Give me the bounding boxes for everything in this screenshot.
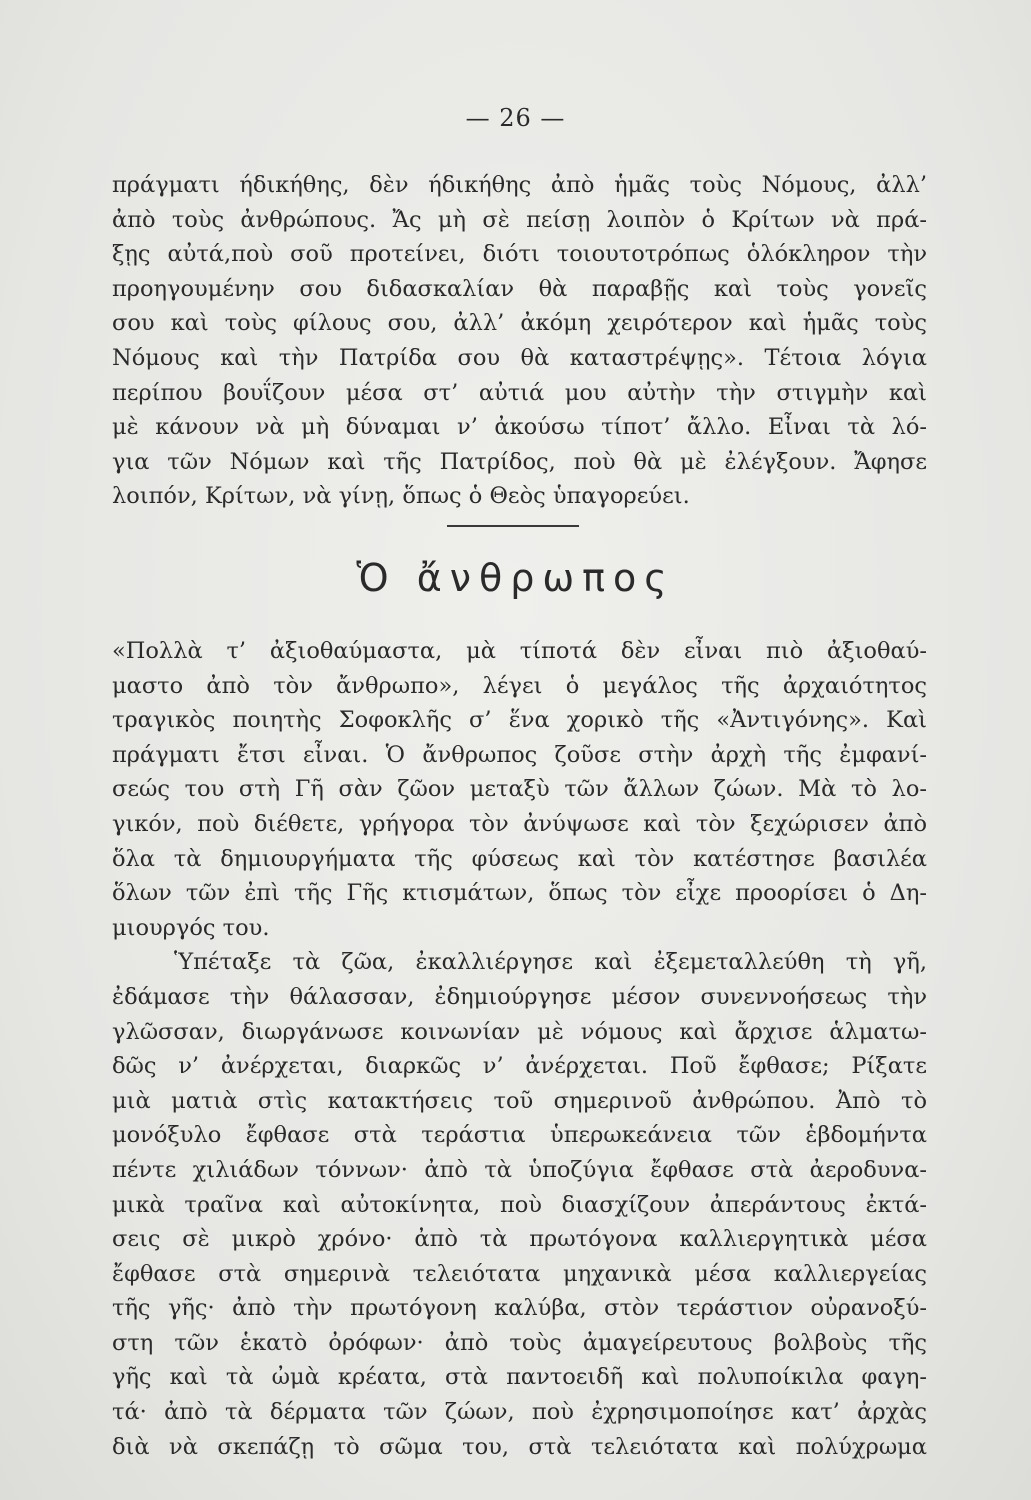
paragraph-1 xyxy=(112,168,927,514)
text-line: για τῶν Νόμων καὶ τῆς Πατρίδος, ποὺ θὰ μὲ ἐλέγξουν. Ἄφησε xyxy=(112,448,927,475)
text-line: μαστο ἀπὸ τὸν ἄνθρωπο», λέγει ὁ μεγάλος τῆς ἀρχαιότητος xyxy=(112,672,927,699)
text-line: γῆς καὶ τὰ ὠμὰ κρέατα, στὰ παντοειδῆ καὶ πολυποίκιλα φαγη- xyxy=(112,1364,927,1391)
text-line: Ὑπέταξε τὰ ζῶα, ἐκαλλιέργησε καὶ ἐξεμεταλλεύθη τὴ γῆ, xyxy=(174,949,927,976)
text-line: σεις σὲ μικρὸ χρόνο· ἀπὸ τὰ πρωτόγονα καλλιεργητικὰ μέσα xyxy=(112,1226,927,1253)
text-line: λοιπόν, Κρίτων, νὰ γίνῃ, ὅπως ὁ Θεὸς ὑπαγορεύει. xyxy=(112,483,690,510)
text-line: μιὰ ματιὰ στὶς κατακτήσεις τοῦ σημερινοῦ ἀνθρώπου. Ἀπὸ τὸ xyxy=(112,1087,927,1114)
section-heading: Ὁ ἄνθρωπος xyxy=(356,556,675,600)
text-line: γλῶσσαν, διωργάνωσε κοινωνίαν μὲ νόμους καὶ ἄρχισε ἁλματω- xyxy=(112,1018,927,1045)
text-line: σεώς του στὴ Γῆ σὰν ζῶον μεταξὺ τῶν ἄλλων ζώων. Μὰ τὸ λο- xyxy=(112,776,927,803)
text-line: ὅλα τὰ δημιουργήματα τῆς φύσεως καὶ τὸν κατέστησε βασιλέα xyxy=(112,845,927,872)
text-line: μικὰ τραῖνα καὶ αὐτοκίνητα, ποὺ διασχίζουν ἀπεράντους ἐκτά- xyxy=(112,1191,927,1218)
section-divider xyxy=(447,525,579,527)
text-line: ἀπὸ τοὺς ἀνθρώπους. Ἄς μὴ σὲ πείσῃ λοιπὸν ὁ Κρίτων νὰ πρά- xyxy=(112,206,927,233)
text-line: ὅλων τῶν ἐπὶ τῆς Γῆς κτισμάτων, ὅπως τὸν εἶχε προορίσει ὁ Δη- xyxy=(112,880,927,907)
text-line: γικόν, ποὺ διέθετε, γρήγορα τὸν ἀνύψωσε καὶ τὸν ξεχώρισεν ἀπὸ xyxy=(112,810,927,837)
text-line: δῶς ν’ ἀνέρχεται, διαρκῶς ν’ ἀνέρχεται. Ποῦ ἔφθασε; Ρίξατε xyxy=(112,1053,927,1080)
text-line: διὰ νὰ σκεπάζῃ τὸ σῶμα του, στὰ τελειότατα καὶ πολύχρωμα xyxy=(112,1433,927,1460)
text-line: μονόξυλο ἔφθασε στὰ τεράστια ὑπερωκεάνεια τῶν ἑβδομήντα xyxy=(112,1122,927,1149)
page-number: — 26 — xyxy=(465,104,566,132)
text-line: τά· ἀπὸ τὰ δέρματα τῶν ζώων, ποὺ ἐχρησιμοποίησε κατ’ ἀρχὰς xyxy=(112,1399,927,1426)
text-line: στη τῶν ἑκατὸ ὀρόφων· ἀπὸ τοὺς ἀμαγείρευτους βολβοὺς τῆς xyxy=(112,1329,927,1356)
text-line: ξῃς αὐτά,ποὺ σοῦ προτείνει, διότι τοιουτοτρόπως ὁλόκληρον τὴν xyxy=(112,241,927,268)
text-line: πράγματι ήδικήθης, δὲν ήδικήθης ἀπὸ ἡμᾶς τοὺς Νόμους, ἀλλ’ xyxy=(112,172,927,198)
text-line: ἐδάμασε τὴν θάλασσαν, ἐδημιούργησε μέσον συνεννοήσεως τὴν xyxy=(112,983,927,1010)
text-line: «Πολλὰ τ’ ἀξιοθαύμαστα, μὰ τίποτά δὲν εἶναι πιὸ ἀξιοθαύ- xyxy=(112,638,927,664)
text-line: μιουργός του. xyxy=(112,914,270,941)
text-line: τῆς γῆς· ἀπὸ τὴν πρωτόγονη καλύβα, στὸν τεράστιον οὐρανοξύ- xyxy=(112,1295,927,1322)
text-line: μὲ κάνουν νὰ μὴ δύναμαι ν’ ἀκούσω τίποτ’ ἄλλο. Εἶναι τὰ λό- xyxy=(112,414,927,441)
text-line: ἔφθασε στὰ σημερινὰ τελειότατα μηχανικὰ μέσα καλλιεργείας xyxy=(112,1260,927,1287)
text-line: προηγουμένην σου διδασκαλίαν θὰ παραβῇς καὶ τοὺς γονεῖς xyxy=(112,275,927,302)
text-line: Νόμους καὶ τὴν Πατρίδα σου θὰ καταστρέψῃς». Τέτοια λόγια xyxy=(112,344,927,371)
text-line: πέντε χιλιάδων τόννων· ἀπὸ τὰ ὑποζύγια ἔφθασε στὰ ἀεροδυνα- xyxy=(112,1156,927,1183)
text-line: πράγματι ἔτσι εἶναι. Ὁ ἄνθρωπος ζοῦσε στὴν ἀρχὴ τῆς ἐμφανί- xyxy=(112,741,927,768)
text-line: περίπου βουΐζουν μέσα στ’ αὐτιά μου αὐτὴν τὴν στιγμὴν καὶ xyxy=(112,379,927,406)
text-line: τραγικὸς ποιητὴς Σοφοκλῆς σ’ ἕνα χορικὸ τῆς «Ἀντιγόνης». Καὶ xyxy=(112,707,927,734)
text-line: σου καὶ τοὺς φίλους σου, ἀλλ’ ἀκόμη χειρότερον καὶ ἡμᾶς τοὺς xyxy=(112,310,927,337)
paragraph-2 xyxy=(112,634,927,1464)
